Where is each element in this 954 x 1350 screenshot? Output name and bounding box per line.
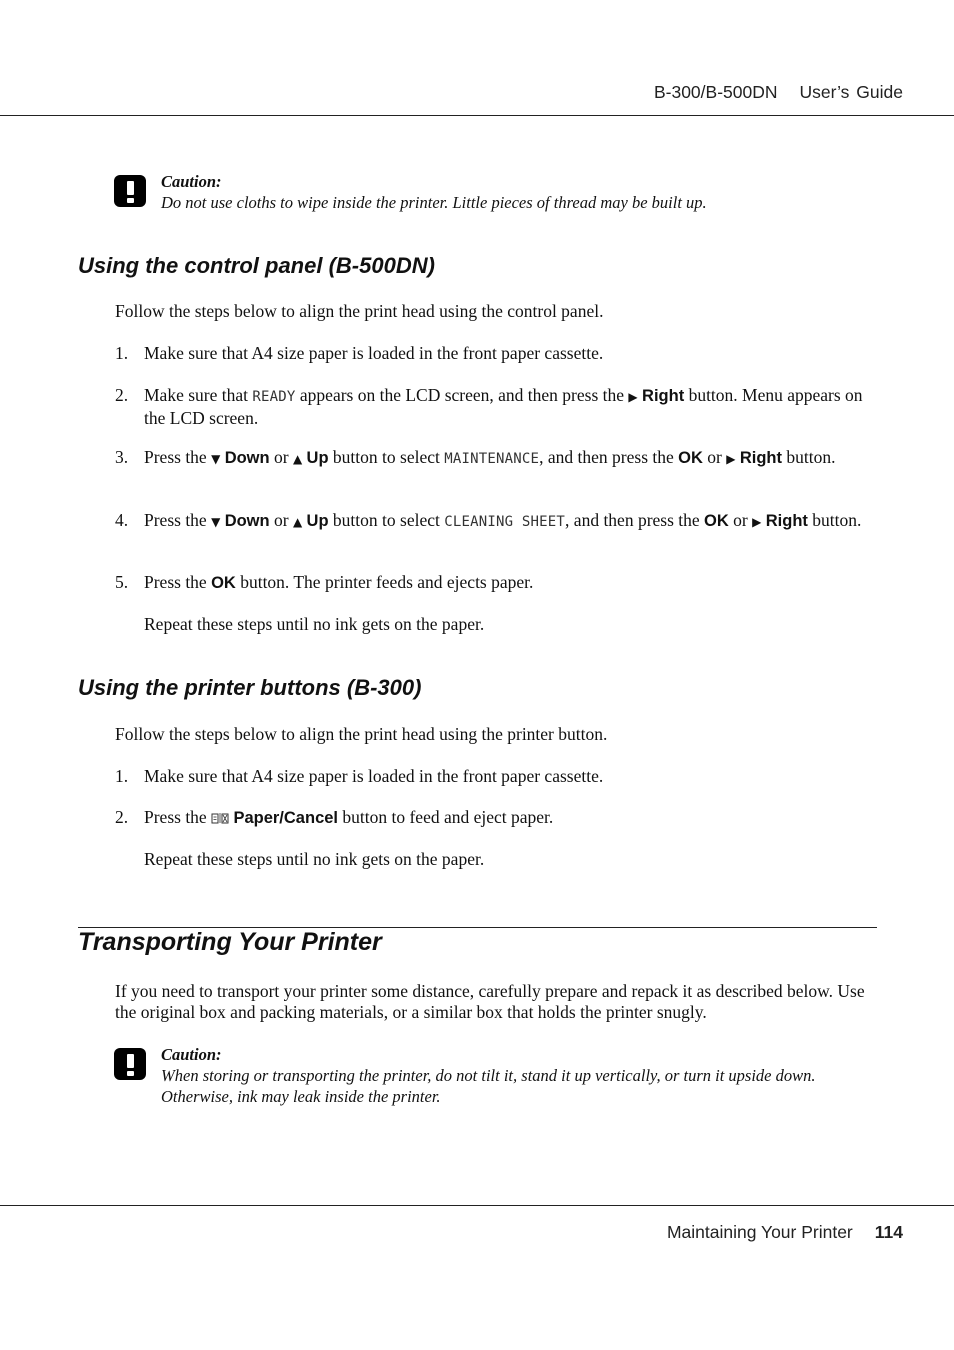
- lcd-text: MAINTENANCE: [444, 451, 540, 467]
- caution-box-2: [114, 1044, 904, 1108]
- caution-text: Do not use cloths to wipe inside the printer. Little pieces of thread may be built up.: [161, 193, 707, 212]
- footer-rule: [0, 1205, 954, 1206]
- running-footer: [667, 1222, 903, 1243]
- right-button-label: Right: [642, 387, 685, 405]
- paper-cancel-label: Paper/Cancel: [233, 809, 339, 827]
- up-arrow-icon: ▲: [292, 515, 303, 529]
- up-arrow-icon: ▲: [292, 452, 303, 466]
- caution-box-1: [114, 171, 904, 215]
- transport-paragraph: If you need to transport your printer some distance, carefully prepare and repack it as described below. Use the original box and packing materials, or a similar box that holds the printer snugly.: [115, 981, 865, 1022]
- down-arrow-icon: ▼: [211, 515, 221, 529]
- header-rule: [0, 115, 954, 116]
- repeat-note: Repeat these steps until no ink gets on the paper.: [144, 849, 485, 869]
- caution-title: Caution:: [161, 1045, 222, 1064]
- lcd-text: READY: [252, 389, 296, 405]
- section-heading-transport: Transporting Your Printer: [78, 928, 382, 956]
- intro-paragraph: Follow the steps below to align the print head using the control panel.: [115, 301, 604, 321]
- down-arrow-icon: ▼: [211, 452, 221, 466]
- right-arrow-icon: ▶: [628, 390, 638, 404]
- header-guide: User’s Guide: [799, 82, 903, 102]
- paper-cancel-icon: [211, 812, 229, 824]
- section-heading-printer-buttons: Using the printer buttons (B-300): [78, 675, 422, 700]
- page-number: 114: [874, 1222, 903, 1242]
- footer-section: Maintaining Your Printer: [666, 1222, 853, 1242]
- repeat-note: Repeat these steps until no ink gets on the paper.: [144, 614, 485, 634]
- caution-title: Caution:: [161, 172, 222, 191]
- running-header: [654, 82, 903, 103]
- header-model: B-300/B-500DN: [653, 82, 778, 102]
- lcd-text: CLEANING SHEET: [444, 514, 566, 530]
- caution-icon: [114, 1048, 146, 1080]
- intro-paragraph: Follow the steps below to align the print head using the printer button.: [115, 724, 608, 744]
- section-heading-control-panel: Using the control panel (B-500DN): [78, 253, 435, 278]
- caution-icon: [114, 175, 146, 207]
- caution-text: When storing or transporting the printer, do not tilt it, stand it up vertically, or turn it upside down. Otherwise, ink may leak inside the printer.: [161, 1066, 816, 1106]
- right-arrow-icon: ▶: [752, 515, 762, 529]
- right-arrow-icon: ▶: [726, 452, 736, 466]
